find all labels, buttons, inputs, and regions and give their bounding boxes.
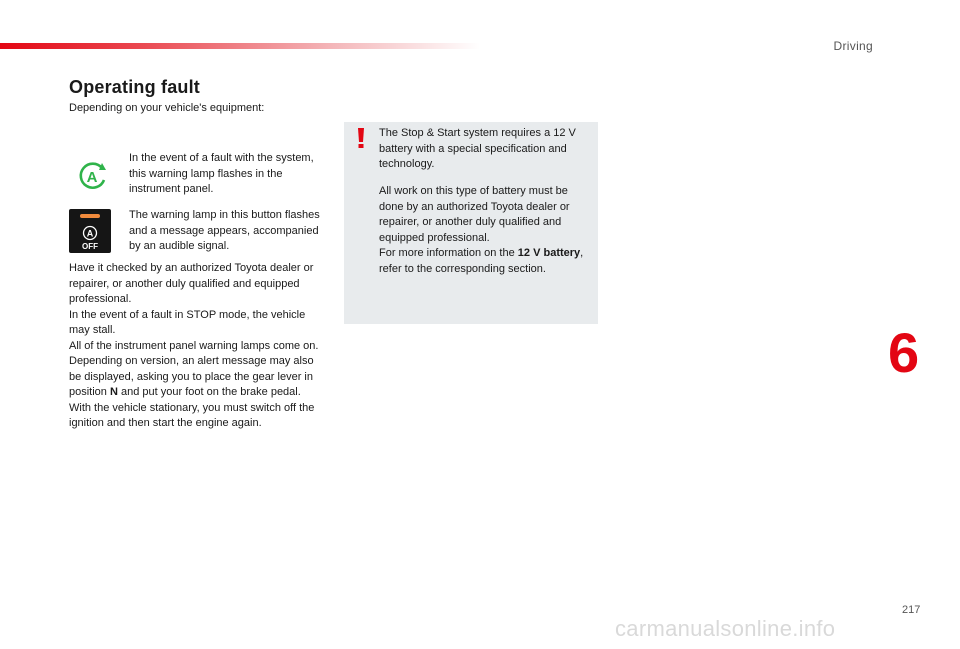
lamp-description-2: The warning lamp in this button flashes and a message appears, accompanied by an audible signal. [129,209,320,252]
lamp-description-1: In the event of a fault with the system, this warning lamp flashes in the instrument panel. [129,152,314,195]
intro-text: Depending on your vehicle's equipment: [69,102,265,114]
off-button-label: OFF [82,242,98,251]
stop-start-warning-icon [75,159,109,193]
instruction-paragraph: Have it checked by an authorized Toyota dealer or repairer, or another duly qualified and equipped professional. [69,262,314,305]
warning-paragraph-2: All work on this type of battery must be done by an authorized Toyota dealer or repairer, or another duly qualified and equipped professional. For more information on the 12 V battery, refer to the corresponding section. [379,185,584,275]
chapter-color-bar [0,43,480,49]
watermark: carmanualsonline.info [615,616,836,641]
exclamation-icon [354,127,368,149]
fault-instructions [69,261,325,432]
warning-paragraph: The Stop & Start system requires a 12 V battery with a special specification and technology. [379,127,576,170]
instruction-paragraph: In the event of a fault in STOP mode, the vehicle may stall. [69,308,306,336]
stop-start-off-button-icon [69,209,111,253]
svg-text:A: A [86,228,94,239]
battery-reference: 12 V battery [517,247,581,259]
page-number: 217 [902,604,921,616]
instruction-paragraph: All of the instrument panel warning lamps come on. [69,339,319,352]
warning-box [344,122,598,324]
page-title: Operating fault [69,77,201,97]
gear-position: N [109,386,118,398]
instruction-paragraph: Depending on version, an alert message may also be displayed, asking you to place the gear lever in position N and put your foot on the brake pedal. [69,355,314,398]
chapter-number: 6 [888,321,920,384]
section-label: Driving [833,39,873,53]
svg-text:A: A [86,169,98,186]
instruction-paragraph: With the vehicle stationary, you must switch off the ignition and then start the engine again. [69,401,315,429]
